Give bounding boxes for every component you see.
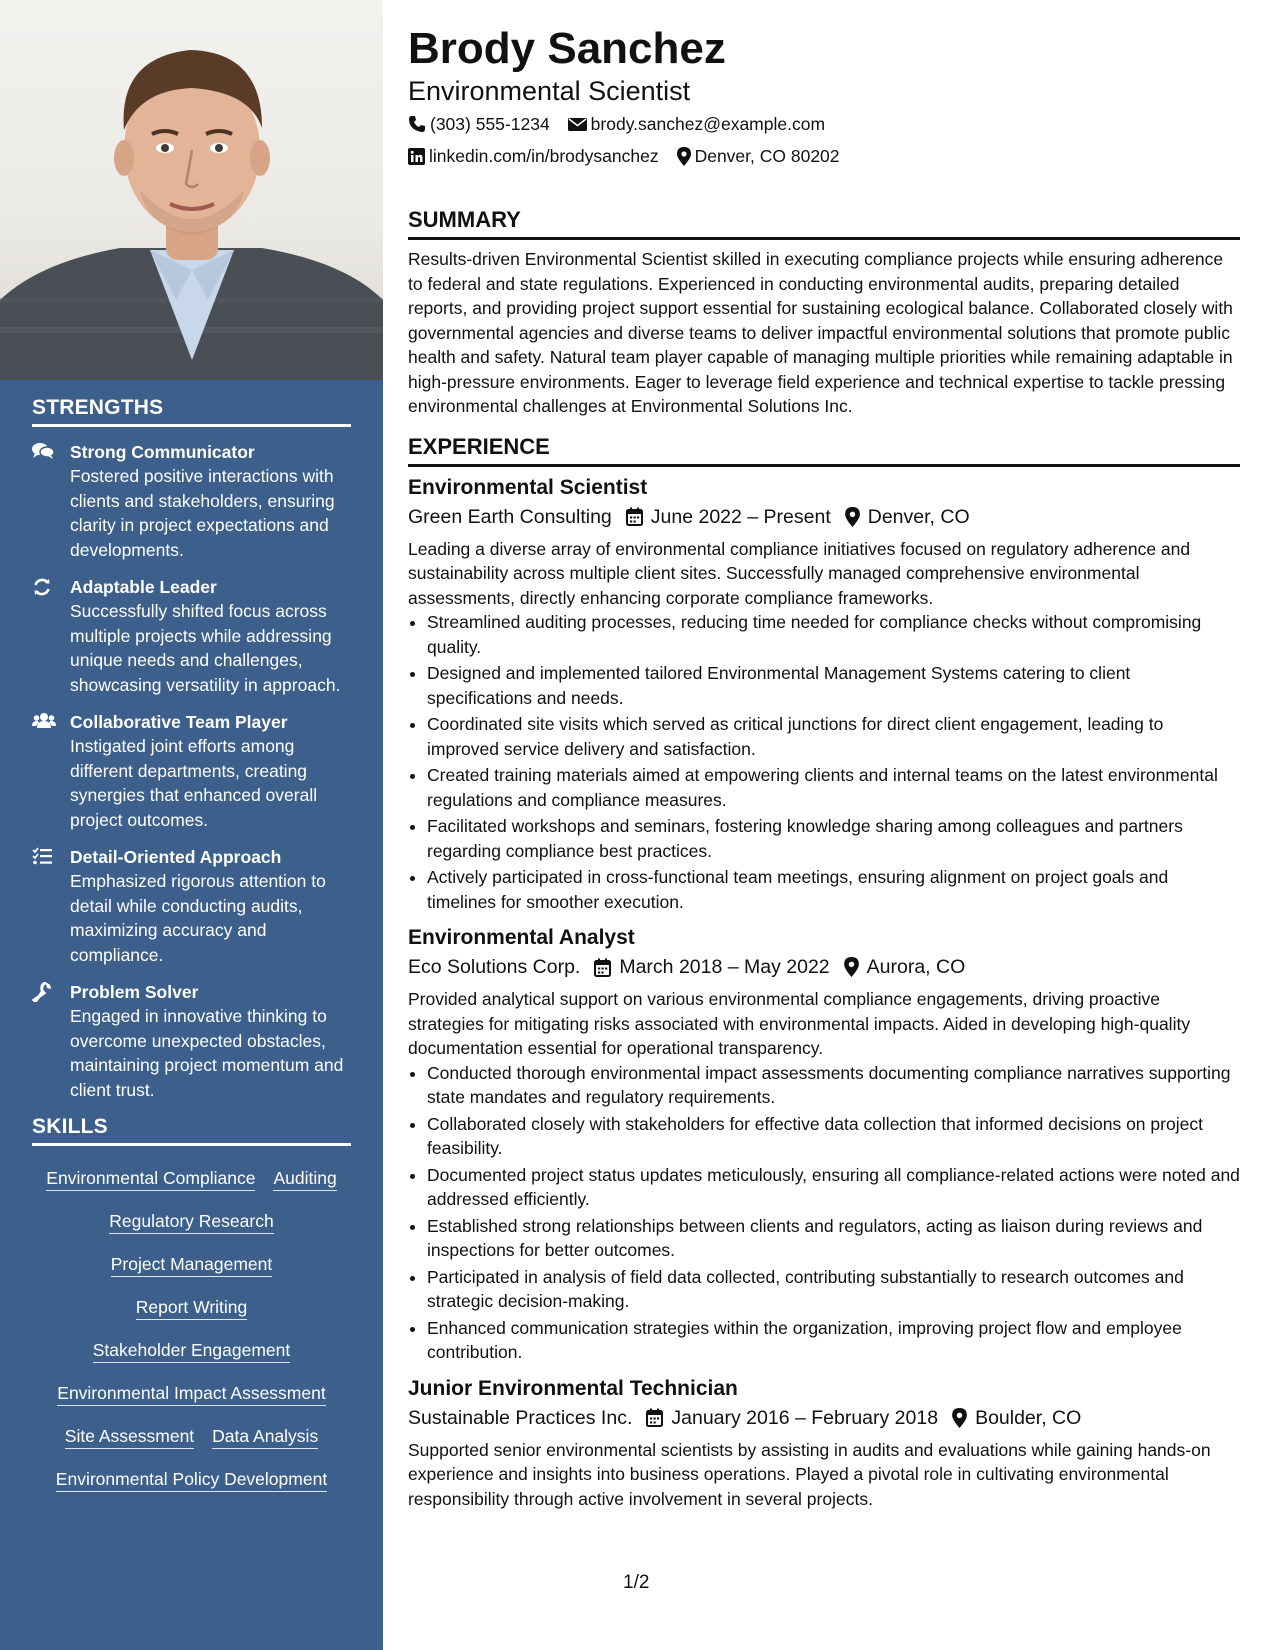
location-text: Denver, CO [867, 505, 970, 528]
dates-text: March 2018 – May 2022 [619, 956, 830, 978]
strength-item [32, 575, 351, 697]
bullet-item: • Facilitated workshops and seminars, fostering knowledge sharing among colleagues and partners regarding compliance best practices. [427, 814, 1240, 863]
profile-photo [0, 0, 383, 380]
job-meta [408, 952, 1240, 982]
strength-title: Strong Communicator [70, 442, 255, 462]
job-dates [626, 502, 831, 532]
job-summary: Supported senior environmental scientists by assisting in audits and evaluations while gaining hands-on experience and insights into business operations. Played a pivotal role in cultivating environmental responsibility through active involvement in several projects. [408, 1439, 1211, 1509]
skill-tag: Auditing [273, 1167, 336, 1191]
strengths-heading: STRENGTHS [32, 396, 351, 427]
contact-location [677, 140, 840, 172]
job-dates [594, 952, 829, 982]
location-text: Denver, CO 80202 [694, 146, 840, 166]
job-company: Eco Solutions Corp. [408, 956, 581, 978]
envelope-icon [568, 117, 587, 132]
strength-title: Adaptable Leader [70, 577, 217, 597]
skill-tag: Environmental Compliance [46, 1167, 255, 1191]
bullet-item: • Enhanced communication strategies within the organization, improving project flow and employee contribution. [427, 1316, 1240, 1365]
job-bullets [408, 1061, 1240, 1365]
job-entry [408, 924, 1240, 1365]
contact-phone [408, 108, 550, 140]
candidate-name: Brody Sanchez [408, 24, 726, 73]
calendar-icon [626, 507, 643, 526]
bullet-item: • Actively participated in cross-functional team meetings, ensuring alignment on project goals and timelines for smoother execution. [427, 865, 1240, 914]
skill-tag: Regulatory Research [109, 1210, 273, 1234]
location-text: Boulder, CO [975, 1406, 1082, 1429]
job-entry [408, 1375, 1240, 1512]
job-company: Sustainable Practices Inc. [408, 1406, 633, 1429]
linkedin-icon [408, 148, 425, 165]
sidebar-content [32, 396, 351, 1503]
skill-tag: Report Writing [136, 1296, 248, 1320]
phone-icon [408, 115, 426, 133]
strength-title: Detail-Oriented Approach [70, 847, 282, 867]
job-location [844, 952, 966, 982]
strength-item [32, 440, 351, 562]
map-pin-icon [952, 1408, 967, 1428]
summary-heading: SUMMARY [408, 206, 1240, 240]
job-summary: Provided analytical support on various environmental compliance engagements, driving proactive strategies for mitigating risks associated with environmental impacts. Aided in developing high-quality documentation essential for operational transparency. [408, 989, 1191, 1058]
bullet-item: • Documented project status updates meticulously, ensuring all compliance-related actions were noted and addressed efficiently. [427, 1163, 1240, 1212]
job-title: Environmental Analyst [408, 926, 635, 949]
bullet-item: • Created training materials aimed at empowering clients and internal teams on the latest environmental regulations and compliance measures. [427, 763, 1240, 812]
users-icon [32, 710, 70, 832]
strength-description: Engaged in innovative thinking to overcome unexpected obstacles, maintaining project momentum and client trust. [70, 1006, 344, 1100]
main-content [408, 22, 1240, 1511]
map-pin-icon [845, 507, 860, 527]
bullet-item: • Established strong relationships between clients and regulators, acting as liaison during reviews and inspections for better outcomes. [427, 1214, 1240, 1263]
job-title: Environmental Scientist [408, 475, 648, 499]
bullet-item: • Conducted thorough environmental impact assessments documenting compliance narratives supporting state mandates and regulatory requirements. [427, 1061, 1240, 1110]
skill-tag: Project Management [111, 1253, 272, 1277]
skill-tag: Site Assessment [65, 1425, 194, 1449]
strength-title: Problem Solver [70, 982, 199, 1002]
skills-heading: SKILLS [32, 1115, 351, 1146]
bullet-item: • Collaborated closely with stakeholders for effective data collection that informed decisions on project feasibility. [427, 1112, 1240, 1161]
page-number: 1/2 [623, 1572, 650, 1593]
calendar-icon [646, 1408, 663, 1427]
job-location [845, 502, 970, 532]
strength-item [32, 710, 351, 832]
strength-description: Successfully shifted focus across multiple projects while addressing unique needs and challenges, showcasing versatility in approach. [70, 601, 341, 695]
job-company: Green Earth Consulting [408, 505, 612, 528]
contact-email[interactable] [568, 108, 825, 140]
job-meta [408, 502, 1240, 532]
phone-text: (303) 555-1234 [430, 114, 550, 134]
calendar-icon [594, 958, 611, 977]
bullet-item: • Coordinated site visits which served as critical junctions for direct client engagement, leading to improved service delivery and satisfaction. [427, 712, 1240, 761]
strength-item [32, 980, 351, 1102]
summary-text: Results-driven Environmental Scientist skilled in executing compliance projects while ensuring adherence to federal and state regulations. Experienced in conducting environmental audits, preparing detailed reports, and providing project support essential for sustaining ecological balance. Collaborated closely with governmental agencies and diverse teams to deliver impactful environmental solutions that promote public health and safety. Natural team player capable of managing multiple priorities while remaining adaptable in high-pressure environments. Eager to leverage field experience and technical expertise to tackle pressing environmental challenges at Environmental Solutions Inc. [408, 249, 1233, 416]
map-pin-icon [844, 957, 859, 977]
comments-icon [32, 440, 70, 562]
job-title: Junior Environmental Technician [408, 1376, 738, 1400]
bullet-item: • Designed and implemented tailored Environmental Management Systems catering to client specifications and needs. [427, 661, 1240, 710]
skill-tag: Data Analysis [212, 1425, 318, 1449]
job-summary: Leading a diverse array of environmental compliance initiatives focused on regulatory adherence and sustainability across multiple client sites. Successfully managed comprehensive environmental assessments, directly enhancing corporate compliance frameworks. [408, 538, 1191, 608]
location-text: Aurora, CO [866, 956, 966, 978]
dates-text: June 2022 – Present [650, 505, 831, 528]
job-entry [408, 474, 1240, 915]
skill-tag: Environmental Policy Development [56, 1468, 327, 1492]
strength-description: Fostered positive interactions with clients and stakeholders, ensuring clarity in project expectations and developments. [70, 466, 335, 560]
wrench-icon [32, 980, 70, 1102]
contact-linkedin[interactable] [408, 140, 659, 172]
bullet-item: • Streamlined auditing processes, reducing time needed for compliance checks without compromising quality. [427, 610, 1240, 659]
strength-description: Emphasized rigorous attention to detail while conducting audits, maximizing accuracy and compliance. [70, 871, 326, 965]
skill-tag: Stakeholder Engagement [93, 1339, 291, 1363]
job-dates [646, 1403, 938, 1433]
email-text[interactable]: brody.sanchez@example.com [590, 114, 826, 134]
strength-description: Instigated joint efforts among different departments, creating synergies that enhanced overall project outcomes. [70, 736, 318, 830]
sidebar [0, 0, 383, 1650]
candidate-role: Environmental Scientist [408, 76, 691, 106]
job-meta [408, 1403, 1240, 1433]
dates-text: January 2016 – February 2018 [671, 1406, 939, 1429]
map-pin-icon [677, 147, 691, 166]
refresh-icon [32, 575, 70, 697]
strength-title: Collaborative Team Player [70, 712, 288, 732]
job-location [952, 1403, 1081, 1433]
job-bullets [408, 610, 1240, 914]
linkedin-text[interactable]: linkedin.com/in/brodysanchez [429, 146, 659, 166]
strength-item [32, 845, 351, 967]
experience-heading: EXPERIENCE [408, 433, 1240, 467]
checklist-icon [32, 845, 70, 967]
contact-row [408, 108, 1240, 140]
skill-tag: Environmental Impact Assessment [57, 1382, 325, 1406]
contact-row-2 [408, 140, 1240, 172]
skills-list [32, 1159, 351, 1503]
bullet-item: • Participated in analysis of field data collected, contributing substantially to research outcomes and strategic decision-making. [427, 1265, 1240, 1314]
